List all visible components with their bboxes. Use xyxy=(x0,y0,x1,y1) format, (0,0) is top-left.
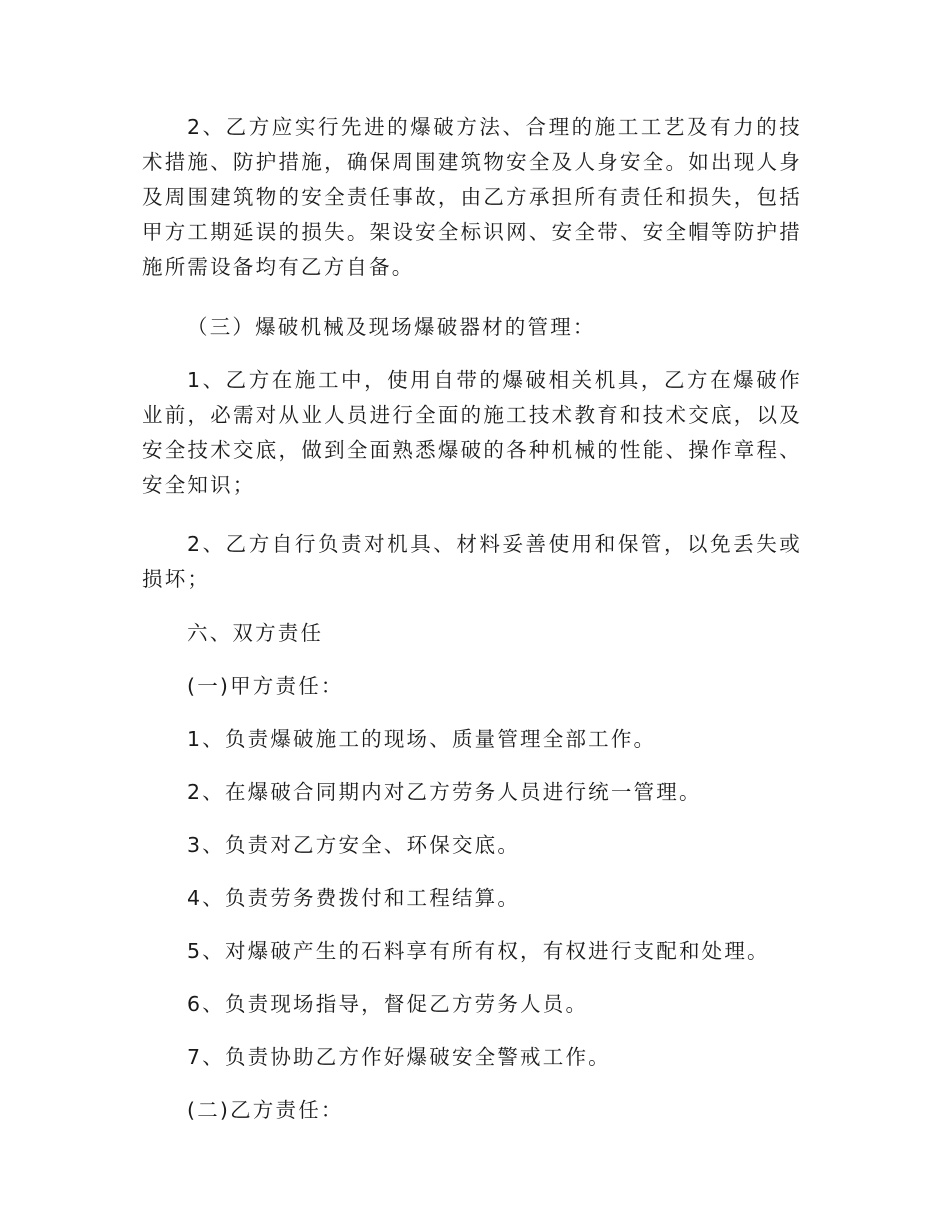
heading-party-b-responsibilities: (二)乙方责任： xyxy=(187,1098,344,1122)
heading-party-a-responsibilities: (一)甲方责任： xyxy=(187,674,344,698)
paragraph-blasting-methods: 2、乙方应实行先进的爆破方法、合理的施工工艺及有力的技术措施、防护措施，确保周围建筑物安全及人身安全。如出现人身及周围建筑物的安全责任事故，由乙方承担所有责任和损失，包括甲方工期延误的损失。架设安全标识网、安全带、安全帽等防护措施所需设备均有乙方自备。 xyxy=(142,115,802,279)
heading-mutual-responsibilities: 六、双方责任 xyxy=(187,621,324,645)
list-item-party-a-4: 4、负责劳务费拨付和工程结算。 xyxy=(187,886,521,910)
list-item-party-a-2: 2、在爆破合同期内对乙方劳务人员进行统一管理。 xyxy=(187,780,702,804)
list-item-party-a-5: 5、对爆破产生的石料享有所有权，有权进行支配和处理。 xyxy=(187,939,770,963)
heading-blasting-equipment-management: （三）爆破机械及现场爆破器材的管理： xyxy=(187,315,596,339)
list-item-party-a-1: 1、负责爆破施工的现场、质量管理全部工作。 xyxy=(187,727,657,751)
paragraph-equipment-training: 1、乙方在施工中，使用自带的爆破相关机具，乙方在爆破作业前，必需对从业人员进行全面的施工技术教育和技术交底，以及安全技术交底，做到全面熟悉爆破的各种机械的性能、操作章程、安全知识； xyxy=(142,368,802,497)
paragraph-equipment-custody: 2、乙方自行负责对机具、材料妥善使用和保管，以免丢失或损坏； xyxy=(142,532,802,591)
list-item-party-a-3: 3、负责对乙方安全、环保交底。 xyxy=(187,833,521,857)
list-item-party-a-6: 6、负责现场指导，督促乙方劳务人员。 xyxy=(187,992,589,1016)
list-item-party-a-7: 7、负责协助乙方作好爆破安全警戒工作。 xyxy=(187,1045,611,1069)
